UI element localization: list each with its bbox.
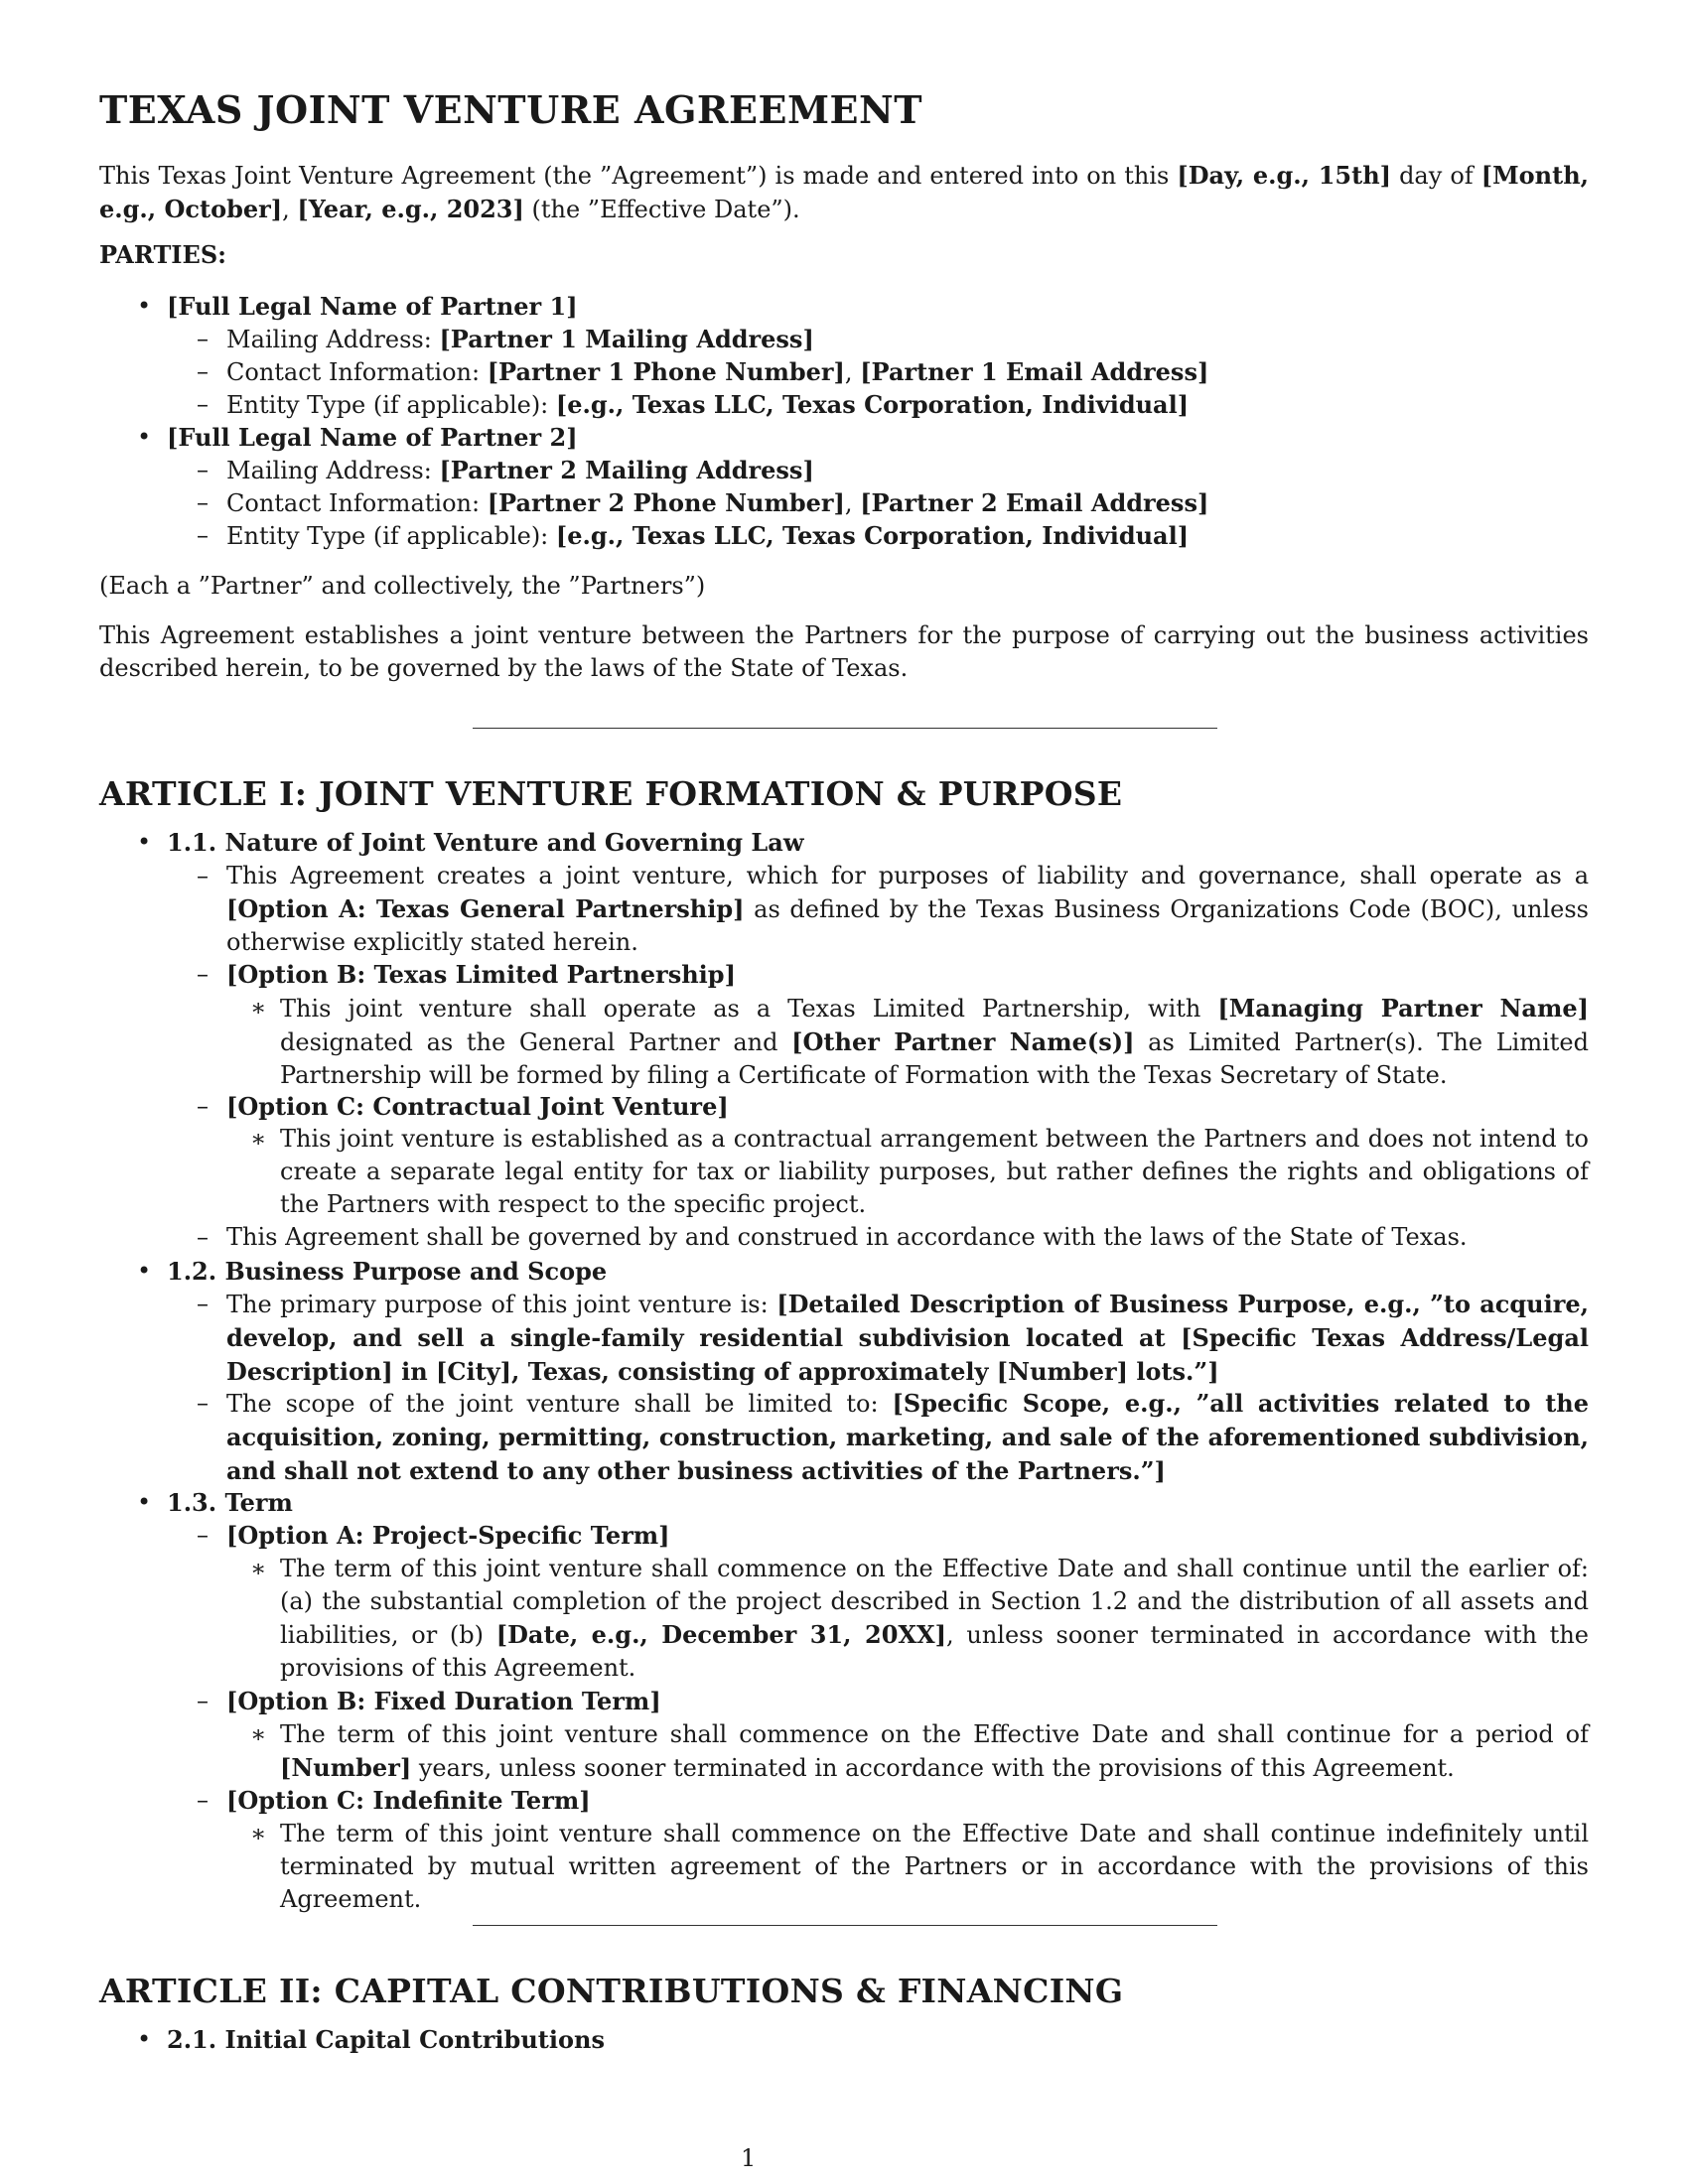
collective-note: (Each a ”Partner” and collectively, the ”Partners”) <box>99 572 706 600</box>
section-1-2-title: 1.2. Business Purpose and Scope <box>167 1257 608 1286</box>
bullet-icon: • <box>137 423 152 451</box>
partner-1-mailing: Mailing Address: [Partner 1 Mailing Address] <box>226 325 814 353</box>
bullet-icon: • <box>137 828 152 856</box>
partner-2-name: [Full Legal Name of Partner 2] <box>167 423 578 452</box>
dash-icon: – <box>197 390 209 418</box>
option-b-label: [Option B: Texas Limited Partnership] <box>226 960 736 989</box>
dash-icon: – <box>197 1290 209 1317</box>
section-2-1-title: 2.1. Initial Capital Contributions <box>167 2025 605 2054</box>
term-option-c-text: The term of this joint venture shall commence on the Effective Date and shall continue indefinitely until terminated by mutual written agreement of the Partners or in accordance with the provisions of this Agreement. <box>280 1820 1589 1913</box>
option-c-label: [Option C: Contractual Joint Venture] <box>226 1092 729 1121</box>
dash-icon: – <box>197 1223 209 1251</box>
page-number: 1 <box>741 2144 757 2172</box>
bullet-icon: • <box>137 1488 152 1516</box>
document-page <box>99 0 1589 2184</box>
partner-2-entity: Entity Type (if applicable): [e.g., Texas LLC, Texas Corporation, Individual] <box>226 521 1190 550</box>
business-purpose-text: The primary purpose of this joint venture is: [Detailed Description of Business Purpose, e.g., ”to acquire, develop, and sell a single-family residential subdivision located at [Specific Texas Address/Legal Description] in [City], Texas, consisting of approximately [Number] lots.”] <box>226 1290 1589 1386</box>
term-option-a-text: The term of this joint venture shall commence on the Effective Date and shall continue until the earlier of: (a) the substantial completion of the project described in Section 1.2 and the distribution of all assets and liabilities, or (b) [Date, e.g., December 31, 20XX], unless sooner terminated in accordance with the provisions of this Agreement. <box>280 1555 1589 1682</box>
article-1-heading: ARTICLE I: JOINT VENTURE FORMATION & PURPOSE <box>99 774 1123 813</box>
establishes-paragraph: This Agreement establishes a joint venture between the Partners for the purpose of carrying out the business activities described herein, to be governed by the laws of the State of Texas. <box>99 621 1589 682</box>
dash-icon: – <box>197 488 209 516</box>
option-c-text: This joint venture is established as a contractual arrangement between the Partners and does not intend to create a separate legal entity for tax or liability purposes, but rather defines the rights and obligations of the Partners with respect to the specific project. <box>280 1125 1589 1218</box>
partner-2-contact: Contact Information: [Partner 2 Phone Number], [Partner 2 Email Address] <box>226 488 1209 517</box>
option-b-text: This joint venture shall operate as a Texas Limited Partnership, with [Managing Partner Name] designated as the General Partner and [Other Partner Name(s)] as Limited Partner(s). The Limited Partnership will be formed by filing a Certificate of Formation with the Texas Secretary of State. <box>280 994 1589 1089</box>
bullet-icon: • <box>137 2025 152 2053</box>
business-scope-text: The scope of the joint venture shall be limited to: [Specific Scope, e.g., ”all activities related to the acquisition, zoning, permitting, construction, marketing, and sale of the aforementioned subdivision, and shall not extend to any other business activities of the Partners.”] <box>226 1389 1589 1485</box>
dash-icon: – <box>197 1521 209 1549</box>
partner-1-entity: Entity Type (if applicable): [e.g., Texas LLC, Texas Corporation, Individual] <box>226 390 1190 419</box>
dash-icon: – <box>197 456 209 483</box>
year-placeholder: [Year, e.g., 2023] <box>297 195 524 223</box>
term-option-b-label: [Option B: Fixed Duration Term] <box>226 1687 661 1715</box>
star-icon: ∗ <box>250 994 267 1022</box>
dash-icon: – <box>197 862 209 889</box>
section-divider <box>473 728 1217 729</box>
bullet-icon: • <box>137 1257 152 1285</box>
day-placeholder: [Day, e.g., 15th] <box>1177 161 1392 190</box>
dash-icon: – <box>197 1786 209 1814</box>
partner-1-name: [Full Legal Name of Partner 1] <box>167 292 578 321</box>
star-icon: ∗ <box>250 1820 267 1847</box>
article-2-heading: ARTICLE II: CAPITAL CONTRIBUTIONS & FINANCING <box>99 1972 1124 2010</box>
term-option-a-label: [Option A: Project-Specific Term] <box>226 1521 670 1550</box>
section-1-1-para: This Agreement creates a joint venture, which for purposes of liability and governance, shall operate as a [Option A: Texas General Partnership] as defined by the Texas Business Organizations Code (BOC), unless otherwise explicitly stated herein. <box>226 862 1589 956</box>
star-icon: ∗ <box>250 1125 267 1153</box>
document-title: TEXAS JOINT VENTURE AGREEMENT <box>99 87 922 132</box>
partner-2-mailing: Mailing Address: [Partner 2 Mailing Address] <box>226 456 814 484</box>
dash-icon: – <box>197 521 209 549</box>
star-icon: ∗ <box>250 1555 267 1582</box>
term-option-b-text: The term of this joint venture shall commence on the Effective Date and shall continue for a period of [Number] years, unless sooner terminated in accordance with the provisions of this Agreement. <box>280 1720 1589 1782</box>
section-1-3-title: 1.3. Term <box>167 1488 293 1517</box>
partner-1-contact: Contact Information: [Partner 1 Phone Number], [Partner 1 Email Address] <box>226 357 1209 386</box>
dash-icon: – <box>197 357 209 385</box>
intro-paragraph: This Texas Joint Venture Agreement (the ”Agreement”) is made and entered into on this [Day, e.g., 15th] day of [Month, e.g., October], [Year, e.g., 2023] (the ”Effective Date”). <box>99 161 1590 223</box>
star-icon: ∗ <box>250 1720 267 1748</box>
dash-icon: – <box>197 1389 209 1417</box>
month-placeholder: [Month, e.g., October] <box>99 161 1590 223</box>
term-option-c-label: [Option C: Indefinite Term] <box>226 1786 591 1815</box>
dash-icon: – <box>197 1092 209 1120</box>
parties-label: PARTIES: <box>99 240 227 269</box>
dash-icon: – <box>197 960 209 988</box>
bullet-icon: • <box>137 292 152 320</box>
dash-icon: – <box>197 1687 209 1714</box>
governing-law-text: This Agreement shall be governed by and construed in accordance with the laws of the State of Texas. <box>226 1223 1468 1251</box>
dash-icon: – <box>197 325 209 352</box>
section-divider <box>473 1925 1217 1926</box>
section-1-1-title: 1.1. Nature of Joint Venture and Governing Law <box>167 828 804 857</box>
